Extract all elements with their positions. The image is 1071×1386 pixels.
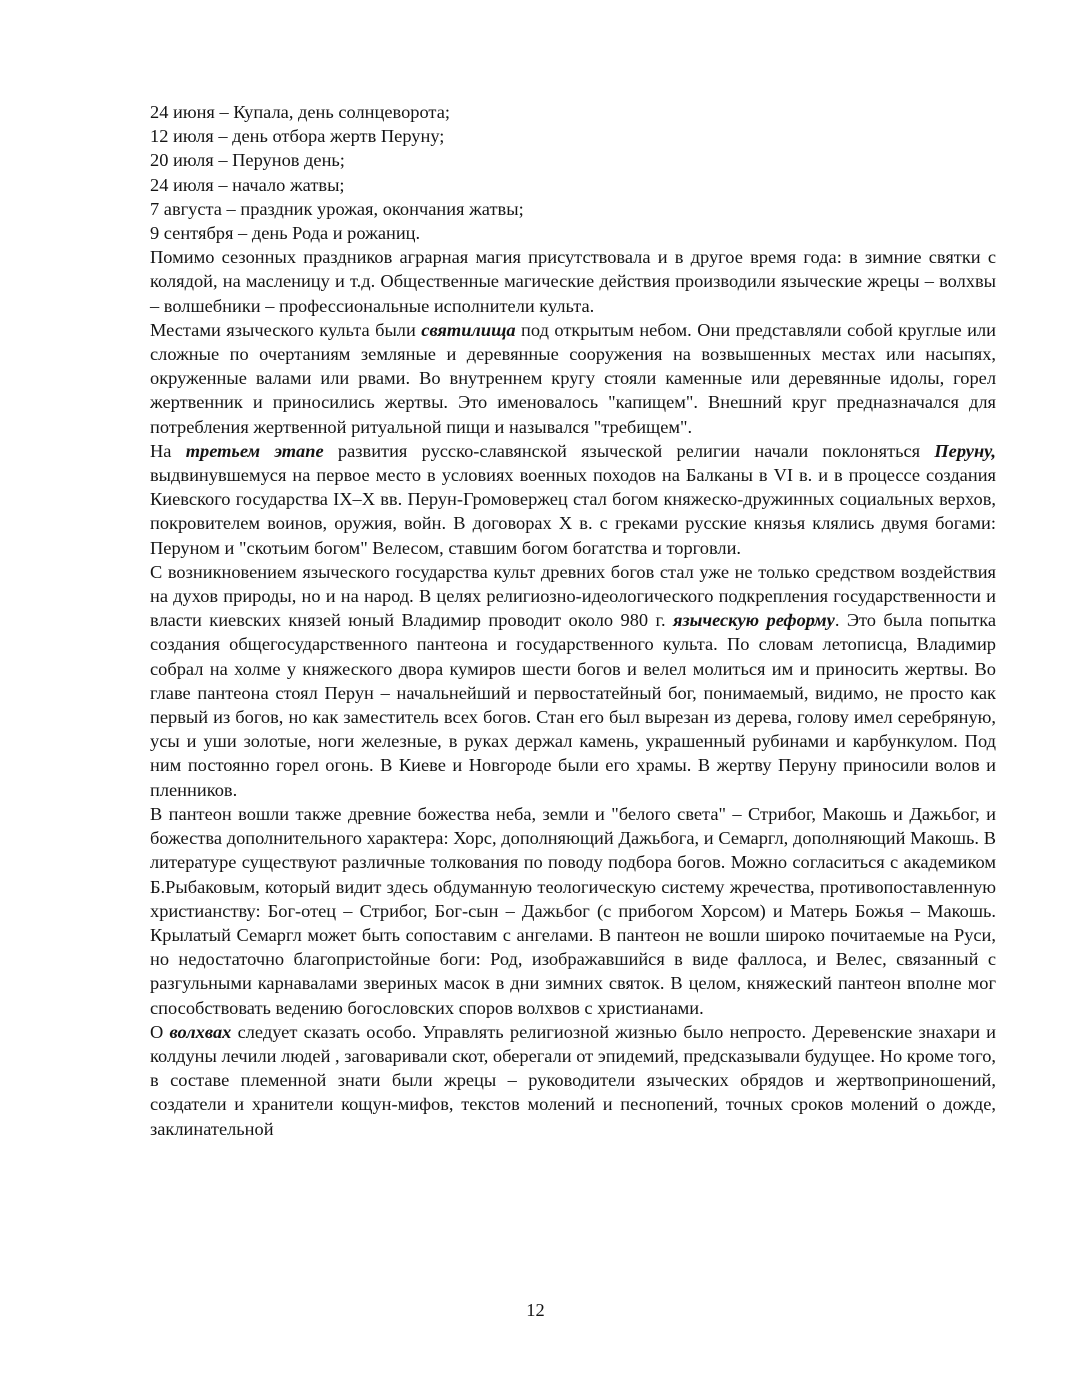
text-run: О (150, 1021, 170, 1042)
emphasis-term: языческую реформу (673, 610, 835, 631)
holiday-item: 12 июля – день отбора жертв Перуну; (150, 126, 445, 147)
holiday-item: 24 июля – начало жатвы; (150, 174, 345, 195)
text-run: развития русско-славянской языческой религии начали поклоняться (323, 440, 935, 461)
holiday-item: 9 сентября – день Рода и рожаниц. (150, 223, 421, 244)
holiday-item: 7 августа – праздник урожая, окончания жатвы; (150, 198, 524, 219)
page-number: 12 (526, 1300, 545, 1320)
paragraph-third-stage (150, 439, 996, 560)
paragraph-pantheon: В пантеон вошли также древние божества неба, земли и "белого света" – Стрибог, Макошь и Дажьбог, и божества дополнительного характера: Хорс, дополняющий Дажьбога, и Семаргл, дополняющий Макошь. В литературе существуют различные толкования по поводу подбора богов. Можно согласиться с академиком Б.Рыбаковым, который видит здесь обдуманную теологическую систему жречества, противопоставленную христианству: Бог-отец – Стрибог, Бог-сын – Дажьбог (с прибогом Хорсом) и Матерь Божья – Макошь. Крылатый Семаргл может быть сопоставим с ангелами. В пантеон не вошли широко почитаемые на Руси, но недостаточно благопристойные боги: Род, изображавшийся в виде фаллоса, и Велес, связанный с разгульными карнавалами звериных масок в дни зимних святок. В целом, княжеский пантеон вполне мог способствовать ведению богословских споров волхвов с христианами. (150, 803, 996, 1018)
emphasis-term: волхвах (169, 1021, 232, 1042)
text-run: выдвинувшемуся на первое место в условиях военных походов на Балканы в VI в. и в процессе создания Киевского государства IX–X вв. Перун-Громовержец стал богом княжеско-дружинных социальных верхов, покровителем воинов, оружия, войн. В договорах X в. с греками русские князья клялись двумя богами: Перуном и "скотьим богом" Велесом, ставшим богом богатства и торговли. (150, 465, 996, 558)
paragraph-pagan-reform (150, 560, 996, 802)
paragraph-sanctuaries (150, 318, 996, 439)
text-run: Местами языческого культа были (150, 319, 422, 340)
text-run: С возникновением языческого государства культ древних богов стал уже не только средством воздействия на духов природы, но и на народ. В целях религиозно-идеологического подкрепления государственности и власти киевских князей юный Владимир проводит около 980 г. (150, 561, 996, 631)
text-run: . Это была попытка создания общегосударственного пантеона и государственного культа. По словам летописца, Владимир собрал на холме у княжеского двора кумиров шести богов и велел молиться им и приносить жертвы. Во главе пантеона стоял Перун – начальнейший и первостатейный бог, понимаемый, видимо, не просто как первый из богов, но как заместитель всех богов. Стан его был вырезан из дерева, голову имел серебряную, усы и уши золотые, ноги железные, в руках держал камень, украшенный рубинами и карбункулом. Под ним постоянно горел огонь. В Киеве и Новгороде были его храмы. В жертву Перуну приносили волов и пленников. (150, 610, 997, 800)
page-body (150, 100, 996, 1141)
holiday-list (150, 100, 996, 245)
holiday-item: 24 июня – Купала, день солнцеворота; (150, 102, 450, 122)
text-run: под открытым небом. Они представляли собой круглые или сложные по очертаниям земляные и деревянные сооружения на возвышенных местах или насыпях, окруженные валами или рвами. Во внутреннем кругу стояли каменные или деревянные идолы, горел жертвенник и приносились жертвы. Это именовалось "капищем". Внешний круг предназначался для потребления жертвенной ритуальной пищи и назывался "требищем". (150, 319, 997, 437)
text-run: На (150, 440, 186, 461)
paragraph-agrarian-magic: Помимо сезонных праздников аграрная магия присутствовала и в другое время года: в зимние святки с колядой, на масленицу и т.д. Общественные магические действия производили языческие жрецы – волхвы – волшебники – профессиональные исполнители культа. (150, 247, 996, 316)
emphasis-term: Перуну, (934, 440, 997, 461)
text-run: следует сказать особо. Управлять религиозной жизнью было непросто. Деревенские знахари и колдуны лечили людей , заговаривали скот, оберегали от эпидемий, предсказывали будущее. Но кроме того, в составе племенной знати были жрецы – руководители языческих обрядов и жертвоприношений, создатели и хранители кощун-мифов, текстов молений и песнопений, точных сроков молений о дожде, заклинательной (150, 1021, 996, 1139)
holiday-item: 20 июля – Перунов день; (150, 150, 345, 171)
emphasis-term: третьем этапе (185, 440, 324, 461)
emphasis-term: святилища (421, 319, 516, 340)
paragraph-volkhvs (150, 1020, 996, 1141)
